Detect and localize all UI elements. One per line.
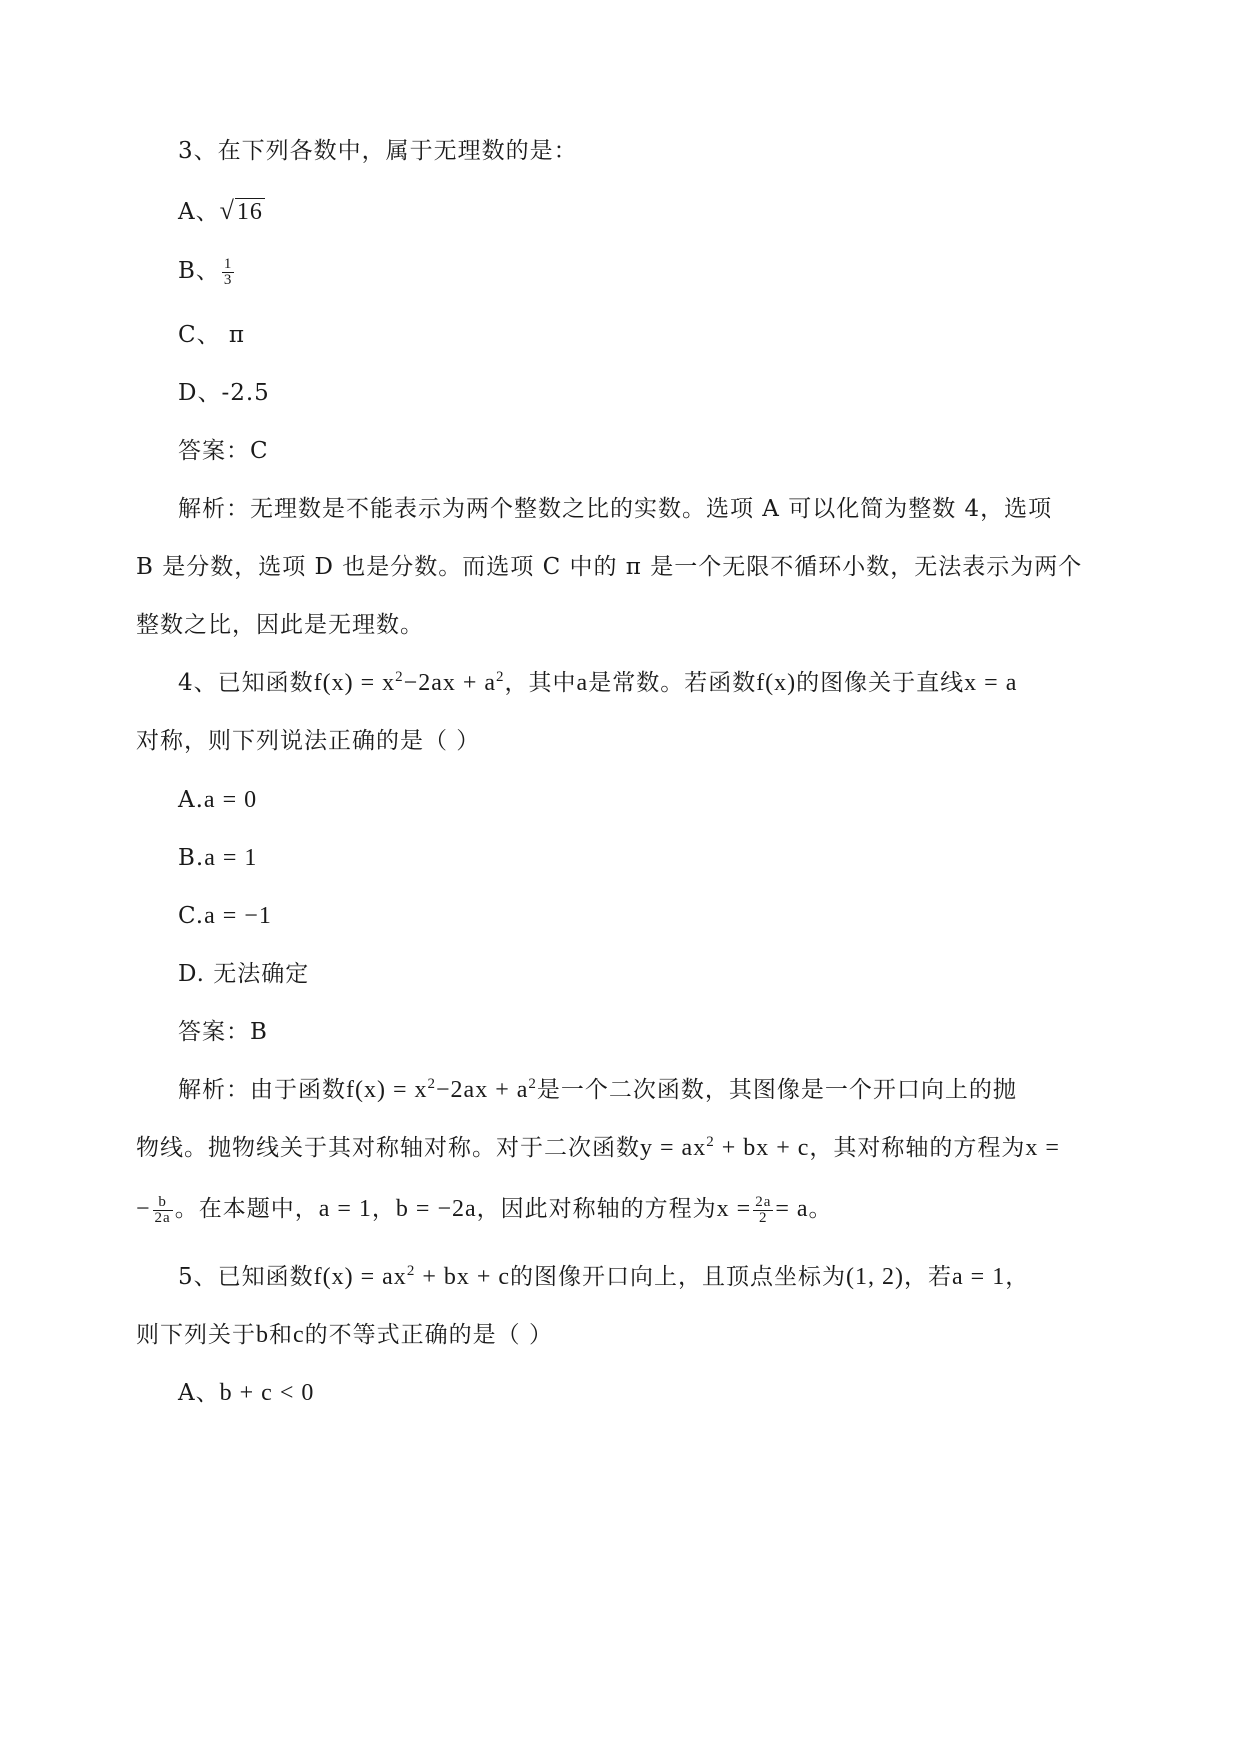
fraction-denominator: 3 xyxy=(223,271,233,288)
q4-option-a: A.a = 0 xyxy=(178,787,258,813)
math: f(x) xyxy=(756,670,797,696)
fraction: $\frac{b}{2a}$ xyxy=(154,1193,171,1226)
fraction xyxy=(222,257,235,288)
text: 4、已知函数 xyxy=(178,670,314,696)
q3-option-c: C、 π xyxy=(178,322,246,348)
q3-option-b xyxy=(178,256,236,288)
q4-explanation-line3: − $\frac{b}{2a}$ 。在本题中，a = 1，b = −2a，因此对称轴的方程为x = $\frac{2a}{2}$ = a。 xyxy=(136,1193,833,1226)
q3-option-d: D、-2.5 xyxy=(178,380,270,406)
q4-option-c: C.a = −1 xyxy=(178,903,272,929)
q3-answer: 答案：C xyxy=(178,438,269,464)
q4-explanation-line1: 解析：由于函数$f(x) = x^2-2ax + a^2$是一个二次函数，其图像是一个开口向上的抛 xyxy=(178,1076,1017,1103)
q3-option-b-label: B、 xyxy=(178,258,220,284)
q5-option-a: A、b + c < 0 xyxy=(178,1380,315,1406)
fraction: $\frac{2a}{2}$ xyxy=(755,1193,772,1226)
q5-stem-line2: 则下列关于b和c的不等式正确的是（ ） xyxy=(136,1322,553,1348)
q3-explanation-line2: B 是分数，选项 D 也是分数。而选项 C 中的 π 是一个无限不循环小数，无法表示为两个 xyxy=(136,554,1083,580)
math: x = a xyxy=(964,670,1018,696)
fraction-numerator: 1 xyxy=(223,255,233,272)
q3-option-a-label: A、 xyxy=(178,199,220,225)
sqrt-expression xyxy=(220,196,265,227)
q4-explanation-line2: 物线。抛物线关于其对称轴对称。对于二次函数$y = ax^2$ + bx + c，其对称轴的方程为x = xyxy=(136,1134,1060,1161)
q4-stem-line2: 对称，则下列说法正确的是（ ） xyxy=(136,728,481,754)
q5-stem-line1: 5、已知函数$f(x) = ax^2$ + bx + c的图像开口向上，且顶点坐标为(1, 2)，若a = 1， xyxy=(178,1263,1030,1290)
radicand: 16 xyxy=(236,199,263,225)
q3-stem: 3、在下列各数中，属于无理数的是： xyxy=(178,138,578,164)
math: $f(x) = x^2-2ax + a^2$ xyxy=(313,669,505,696)
q4-stem-line1 xyxy=(178,668,1017,698)
text: 的图像关于直线 xyxy=(796,670,965,696)
q3-explanation-line3: 整数之比，因此是无理数。 xyxy=(136,612,424,638)
q3-explanation-line1: 解析：无理数是不能表示为两个整数之比的实数。选项 A 可以化简为整数 4，选项 xyxy=(178,496,1053,522)
q3-option-a xyxy=(178,196,265,227)
text: 是常数。若函数 xyxy=(588,670,757,696)
q4-option-d: D. 无法确定 xyxy=(178,961,310,987)
q4-option-b: B.a = 1 xyxy=(178,845,258,871)
text: ，其中 xyxy=(504,670,577,696)
math: a xyxy=(576,670,589,696)
q4-answer: 答案：B xyxy=(178,1019,268,1045)
radical-sign-icon: √ xyxy=(219,196,235,225)
